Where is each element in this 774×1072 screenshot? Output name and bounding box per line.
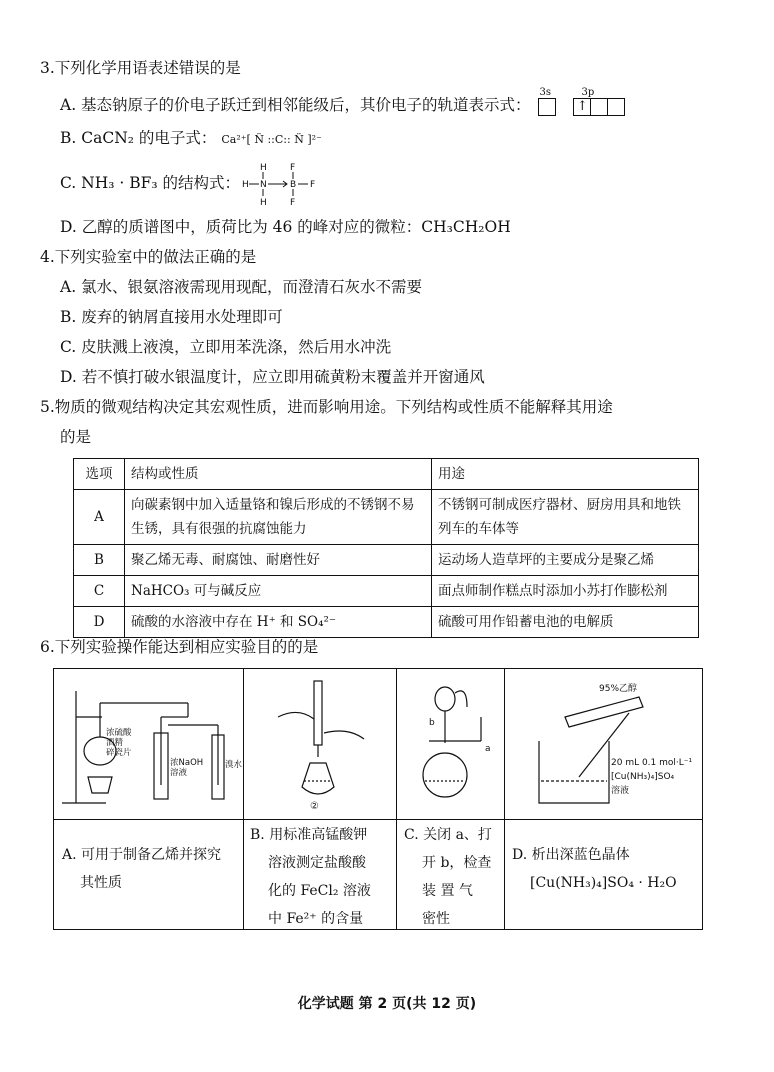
table-row: [74, 607, 699, 638]
q6-figure-grid: [53, 668, 703, 930]
q3-stem: 3.下列化学用语表述错误的是: [40, 59, 241, 77]
caption-line: A. 可用于制备乙烯并探究: [62, 847, 222, 863]
electron-formula: Ca²⁺[ N̈ ::C:: N̈ ]²⁻: [221, 133, 322, 146]
orbital-3s-label: 3s: [539, 87, 551, 98]
caption-a: [62, 841, 221, 897]
table-cell-use: 运动场人造草坪的主要成分是聚乙烯: [432, 545, 699, 576]
caption-c: [404, 821, 492, 933]
table-header: 结构或性质: [125, 459, 432, 490]
q3-option-c: [60, 173, 240, 193]
caption-line: B. 用标准高锰酸钾: [250, 827, 368, 843]
q5-table: [73, 458, 699, 638]
svg-text:F: F: [290, 163, 296, 173]
svg-text:H: H: [242, 180, 249, 190]
q3-option-c-text: C. NH₃ · BF₃ 的结构式：: [60, 174, 241, 192]
q3-option-a-text: A. 基态钠原子的价电子跃迁到相邻能级后，其价电子的轨道表示式：: [60, 96, 531, 114]
q3-option-b-text: B. CaCN₂ 的电子式：: [60, 129, 217, 147]
caption-line: 其性质: [80, 875, 122, 891]
figure-b-titration: [248, 677, 392, 815]
orbital-3p-label: 3p: [581, 87, 595, 98]
page-footer: 化学试题 第 2 页(共 12 页): [297, 996, 477, 1012]
grid-divider: [396, 669, 397, 929]
table-row: [74, 576, 699, 607]
table-header: 用途: [432, 459, 699, 490]
orbital-diagram: [538, 87, 626, 116]
grid-divider: [504, 669, 505, 929]
table-cell-option: B: [74, 545, 125, 576]
svg-text:F: F: [290, 198, 296, 208]
label-conc-sulfuric: 浓硫酸: [106, 728, 132, 738]
table-cell-option: C: [74, 576, 125, 607]
q3-option-b: [60, 128, 322, 150]
nh3-bf3-structure: [240, 160, 320, 208]
caption-line: 开 b，检查: [422, 855, 492, 871]
orbital-3p-box-1: ↑: [573, 98, 591, 116]
label-porcelain: 碎瓷片: [106, 748, 132, 758]
orbital-3p-box-3: [608, 98, 625, 116]
svg-text:N: N: [260, 180, 267, 190]
caption-line: 化的 FeCl₂ 溶液: [268, 883, 371, 899]
caption-line: C. 关闭 a、打: [404, 827, 492, 843]
q4-option-c: C. 皮肤溅上液溴，立即用苯洗涤，然后用水冲洗: [60, 338, 392, 356]
grid-divider: [54, 819, 702, 820]
label-valve-a: a: [485, 744, 491, 754]
table-cell-property: 聚乙烯无毒、耐腐蚀、耐磨性好: [125, 545, 432, 576]
table-cell-property: NaHCO₃ 可与碱反应: [125, 576, 432, 607]
label-valve-b: b: [429, 718, 435, 728]
caption-line: 溶液测定盐酸酸: [268, 855, 366, 871]
grid-divider: [243, 669, 244, 929]
table-row: [74, 490, 699, 545]
label-alcohol: 酒精: [106, 738, 124, 748]
q6-stem: 6.下列实验操作能达到相应实验目的的是: [40, 638, 319, 656]
caption-line: D. 析出深蓝色晶体: [512, 847, 630, 863]
table-cell-option: D: [74, 607, 125, 638]
q5-stem-line1: 5.物质的微观结构决定其宏观性质，进而影响用途。下列结构或性质不能解释其用途: [40, 398, 613, 416]
table-row: [74, 545, 699, 576]
table-cell-option: A: [74, 490, 125, 545]
caption-line: 中 Fe²⁺ 的含量: [268, 911, 364, 927]
q3-option-a: [60, 87, 625, 116]
label-solution: 溶液: [170, 768, 188, 778]
table-cell-property: 硫酸的水溶液中存在 H⁺ 和 SO₄²⁻: [125, 607, 432, 638]
label-bromine-water: 溴水: [225, 760, 243, 770]
table-header: 选项: [74, 459, 125, 490]
q5-stem-line2: 的是: [60, 428, 92, 446]
label-volume: 20 mL 0.1 mol·L⁻¹: [611, 758, 693, 768]
label-circled-2: ②: [310, 801, 319, 812]
q4-option-a: A. 氯水、银氨溶液需现用现配，而澄清石灰水不需要: [60, 278, 423, 296]
caption-line: 装 置 气: [422, 883, 473, 899]
q3-option-d: D. 乙醇的质谱图中，质荷比为 46 的峰对应的微粒：CH₃CH₂OH: [60, 218, 511, 236]
svg-text:F: F: [310, 180, 316, 190]
table-cell-use: 面点师制作糕点时添加小苏打作膨松剂: [432, 576, 699, 607]
caption-line: 密性: [422, 911, 450, 927]
table-cell-property: 向碳素钢中加入适量铬和镍后形成的不锈钢不易生锈，具有很强的抗腐蚀能力: [125, 490, 432, 545]
figure-d-crystallization: [509, 677, 699, 815]
caption-line: [Cu(NH₃)₄]SO₄ · H₂O: [530, 875, 677, 891]
label-sol: 溶液: [611, 786, 630, 796]
svg-text:H: H: [260, 163, 267, 173]
q4-option-b: B. 废弃的钠屑直接用水处理即可: [60, 308, 283, 326]
q4-stem: 4.下列实验室中的做法正确的是: [40, 248, 257, 266]
label-complex: [Cu(NH₃)₄]SO₄: [611, 772, 675, 782]
q4-option-d: D. 若不慎打破水银温度计，应立即用硫黄粉末覆盖并开窗通风: [60, 368, 485, 386]
figure-c-airtightness: [401, 677, 501, 815]
table-cell-use: 不锈钢可制成医疗器材、厨房用具和地铁列车的车体等: [432, 490, 699, 545]
figure-a-ethylene-apparatus: [58, 677, 243, 815]
svg-text:H: H: [260, 198, 267, 208]
table-cell-use: 硫酸可用作铅蓄电池的电解质: [432, 607, 699, 638]
label-ethanol: 95%乙醇: [599, 684, 638, 694]
caption-b: [250, 821, 371, 933]
caption-d: [512, 841, 677, 897]
label-naoh: 浓NaOH: [170, 758, 204, 768]
svg-text:B: B: [290, 180, 297, 190]
table-header-row: [74, 459, 699, 490]
